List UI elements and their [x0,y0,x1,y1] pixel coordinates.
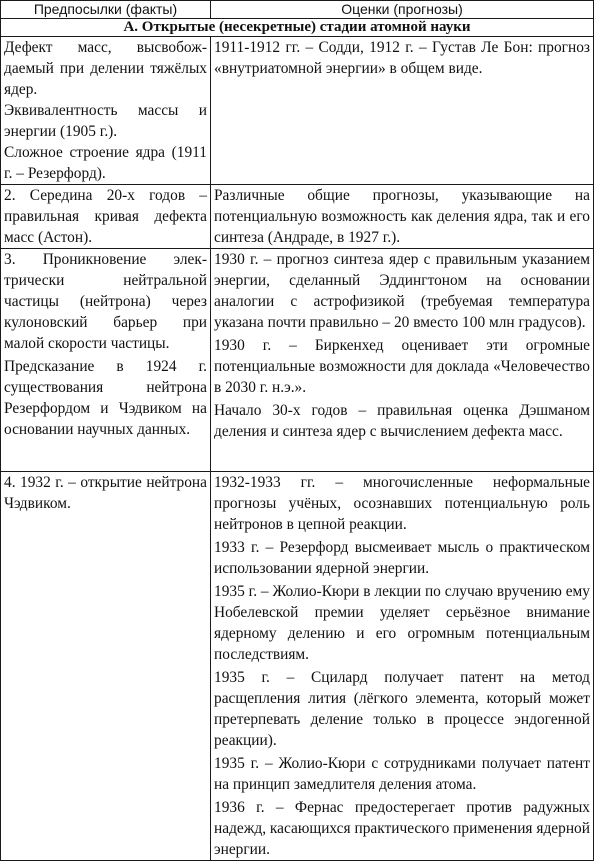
fact-paragraph: Сложное строение ядра (1911 г. – Резерфорд). [4,144,207,182]
forecasts-cell [211,249,594,472]
facts-cell [1,37,211,185]
forecast-paragraph: 1911-1912 гг. – Содди, 1912 г. – Густав Ле Бон: прогноз «внутриатомной энергии» в общем виде. [214,39,590,77]
fact-paragraph: Дефект масс, высвобождаемый при делении тяжёлых ядер. [4,39,207,98]
forecast-paragraph: 1933 г. – Резерфорд высмеивает мысль о практическом использовании ядерной энергии. [214,539,590,577]
facts-cell [1,249,211,472]
forecast-paragraph: 1935 г. – Жолио-Кюри с сотрудниками получает патент на принцип замедлителя деления атома. [214,755,590,793]
header-row [1,1,594,19]
fact-paragraph: Эквивалентность массы и энергии (1905 г.). [4,102,207,140]
table-row [1,472,594,861]
section-row [1,19,594,37]
forecasts-cell [211,472,594,861]
header-facts: Предпосылки (факты) [1,1,211,19]
forecasts-cell [211,185,594,249]
forecast-paragraph: Различные общие прогнозы, указывающие на потенциальную возможность как деления ядра, так и его синтеза (Андраде, в 1927 г.). [214,187,590,246]
section-title: А. Открытые (несекретные) стадии атомной науки [1,19,594,37]
forecast-paragraph: 1936 г. – Фернас предостерегает против радужных надежд, касающихся практического применения ядерной энергии. [214,799,590,858]
forecast-paragraph: 1932-1933 гг. – многочисленные неформальные прогнозы учёных, осознавших потенциальную роль нейтронов в цепной реакции. [214,474,590,533]
forecast-paragraph: 1935 г. – Сцилард получает патент на метод расщепления лития (лёгкого элемента, который может претерпевать деление только в процессе эндогенной реакции). [214,669,590,749]
facts-cell [1,185,211,249]
forecast-paragraph: 1935 г. – Жолио-Кюри в лекции по случаю вручению ему Нобелевской премии уделяет серьёзное внимание ядерному делению и его огромным потенциальным последствиям. [214,583,590,663]
forecast-paragraph: 1930 г. – Биркенхед оценивает эти огромные потенциальные возможности для доклада «Человечество в 2030 г. н.э.». [214,337,590,396]
forecasts-cell [211,37,594,185]
table-row [1,37,594,185]
table-row [1,249,594,472]
forecast-paragraph: Начало 30-х годов – правильная оценка Дэшманом деления и синтеза ядер с вычислением дефекта масс. [214,402,590,440]
header-forecasts: Оценки (прогнозы) [211,1,594,19]
fact-paragraph: 2. Середина 20-х годов – правильная кривая дефекта масс (Астон). [4,187,207,246]
fact-paragraph: Предсказание в 1924 г. существования нейтрона Резерфордом и Чэдвиком на основании научных данных. [4,358,207,438]
forecast-paragraph: 1930 г. – прогноз синтеза ядер с правильным указанием энергии, сделанный Эддингтоном на основании аналогии с астрофизикой (требуемая температура указана почти правильно – 20 вместо 100 млн градусов). [214,251,590,331]
fact-paragraph: 3. Проникновение электрически нейтральной частицы (нейтрона) через кулоновский барьер при малой скорости частицы. [4,251,207,352]
table-row [1,185,594,249]
facts-cell [1,472,211,861]
fact-paragraph: 4. 1932 г. – открытие нейтрона Чэдвиком. [4,474,207,512]
